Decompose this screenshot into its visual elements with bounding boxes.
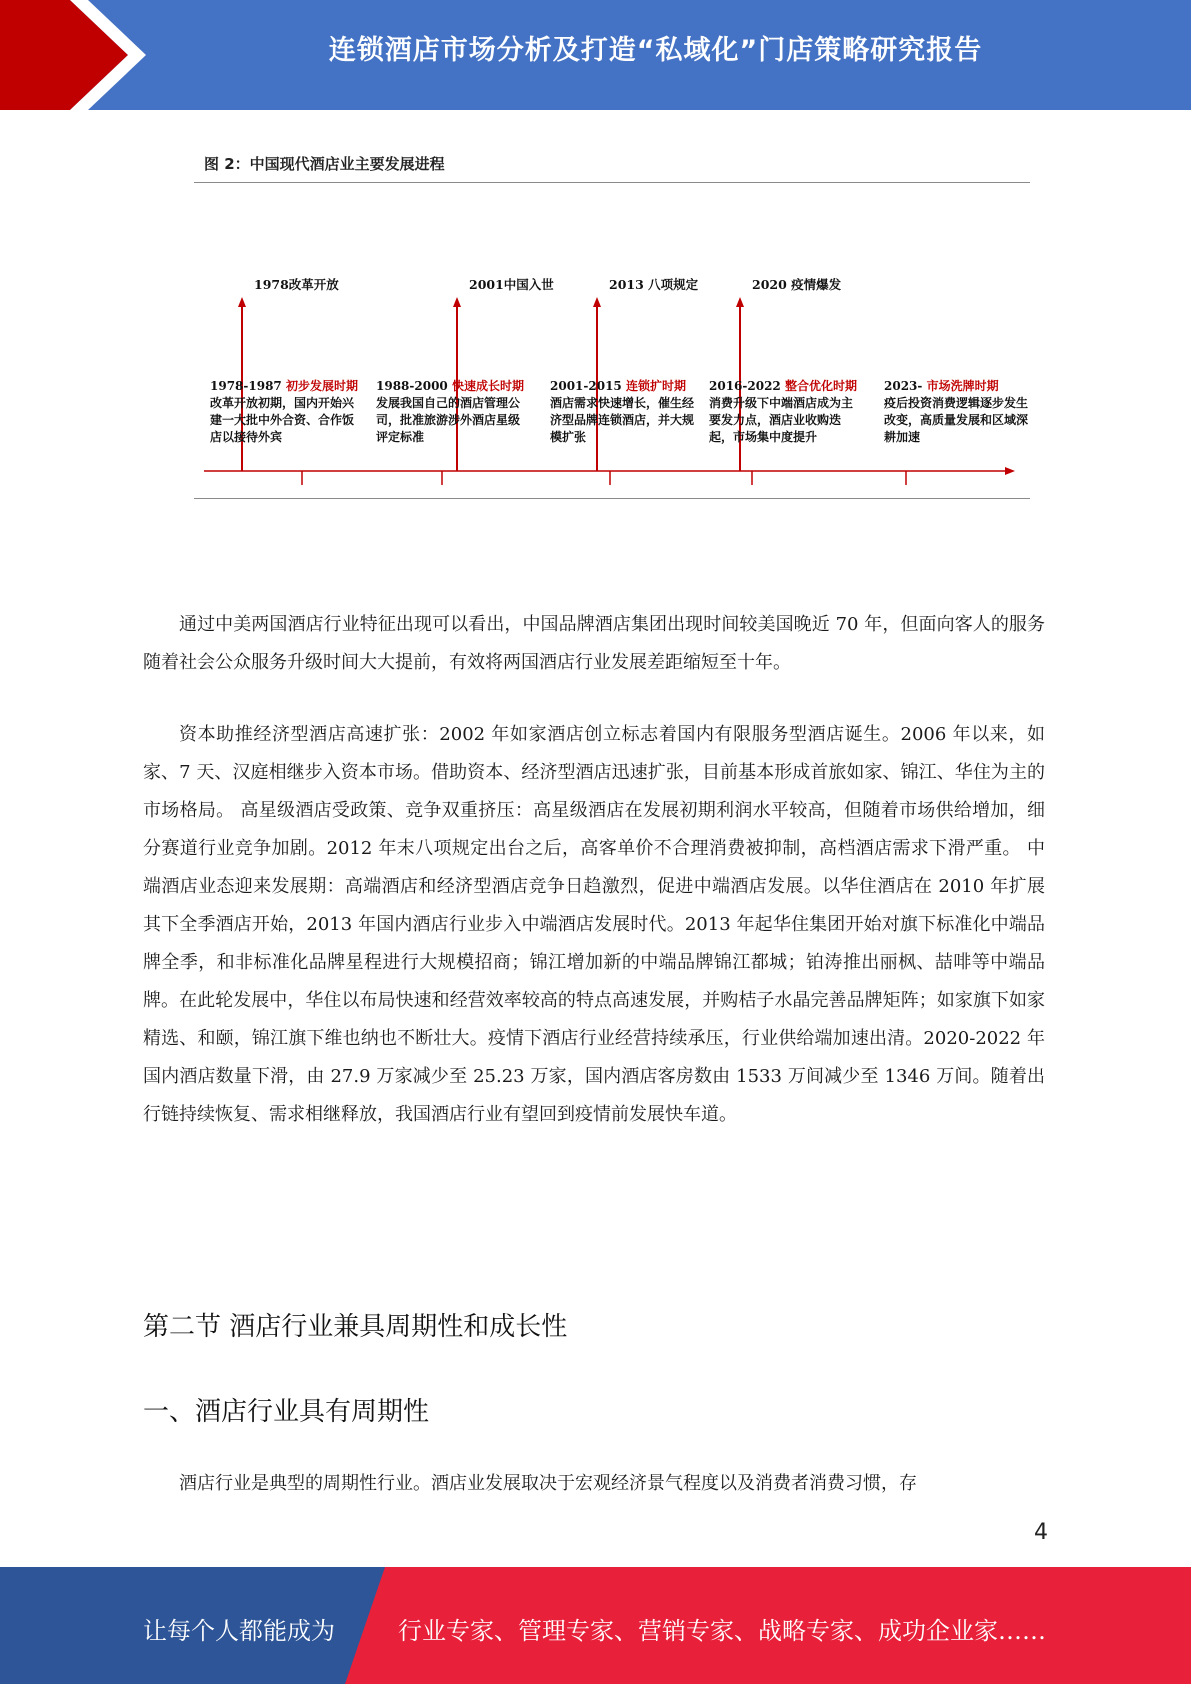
period-title: 连锁扩时期 bbox=[625, 379, 686, 393]
period-description: 酒店需求快速增长，催生经济型品牌连锁酒店，并大规模扩张 bbox=[550, 396, 695, 444]
section-heading: 第二节 酒店行业兼具周期性和成长性 bbox=[143, 1312, 568, 1342]
period-description: 改革开放初期，国内开始兴建一大批中外合资、合作饭店以接待外宾 bbox=[210, 396, 355, 444]
page-number: 4 bbox=[1034, 1520, 1048, 1545]
period-description: 疫后投资消费逻辑逐步发生改变，高质量发展和区域深耕加速 bbox=[884, 396, 1029, 444]
period-years: 2016-2022 bbox=[709, 379, 785, 393]
period-years: 2001-2015 bbox=[550, 379, 626, 393]
figure-top-rule bbox=[194, 182, 1030, 183]
event-arrowhead bbox=[736, 297, 744, 307]
footer-slogan-right: 行业专家、管理专家、营销专家、战略专家、成功企业家…… bbox=[398, 1617, 1046, 1645]
timeline-figure bbox=[190, 145, 1030, 505]
period-block bbox=[550, 378, 700, 446]
period-description: 消费升级下中端酒店成为主要发力点，酒店业收购迭起，市场集中度提升 bbox=[709, 396, 854, 444]
period-description: 发展我国自己的酒店管理公司，批准旅游涉外酒店星级评定标准 bbox=[376, 396, 521, 444]
period-years: 2023- bbox=[884, 379, 927, 393]
figure-bottom-rule bbox=[194, 498, 1030, 499]
period-years: 1978-1987 bbox=[210, 379, 286, 393]
period-title: 市场洗牌时期 bbox=[926, 379, 999, 393]
event-label: 2013 八项规定 bbox=[609, 277, 699, 292]
period-years: 1988-2000 bbox=[376, 379, 452, 393]
figure-caption: 图 2：中国现代酒店业主要发展进程 bbox=[204, 155, 445, 173]
event-label: 2001中国入世 bbox=[469, 277, 554, 292]
period-block bbox=[376, 378, 526, 446]
page-footer bbox=[0, 1567, 1191, 1684]
paragraph-3: 酒店行业是典型的周期性行业。酒店业发展取决于宏观经济景气程度以及消费者消费习惯，存 bbox=[179, 1473, 917, 1494]
event-label: 2020 疫情爆发 bbox=[752, 277, 842, 292]
event-label: 1978改革开放 bbox=[254, 277, 339, 292]
event-arrowhead bbox=[593, 297, 601, 307]
paragraph-1: 通过中美两国酒店行业特征出现可以看出，中国品牌酒店集团出现时间较美国晚近 70 年，但面向客人的服务随着社会公众服务升级时间大大提前，有效将两国酒店行业发展差距缩短至十年。 bbox=[143, 614, 1045, 673]
period-title: 初步发展时期 bbox=[285, 379, 358, 393]
event-arrowhead bbox=[238, 297, 246, 307]
period-block bbox=[210, 378, 360, 446]
footer-slogan-left: 让每个人都能成为 bbox=[143, 1617, 335, 1645]
paragraph-2: 资本助推经济型酒店高速扩张：2002 年如家酒店创立标志着国内有限服务型酒店诞生。2006 年以来，如家、7 天、汉庭相继步入资本市场。借助资本、经济型酒店迅速扩张，目前基本形成首旅如家、锦江、华住为主的市场格局。 高星级酒店受政策、竞争双重挤压：高星级酒店在发展初期利润水平较高，但随着市场供给增加，细分赛道行业竞争加剧。2012 年末八项规定出台之后，高客单价不合理消费被抑制，高档酒店需求下滑严重。 中端酒店业态迎来发展期：高端酒店和经济型酒店竞争日趋激烈，促进中端酒店发展。以华住酒店在 2010 年扩展其下全季酒店开始，2013 年国内酒店行业步入中端酒店发展时代。2013 年起华住集团开始对旗下标准化中端品牌全季，和非标准化品牌星程进行大规模招商；锦江增加新的中端品牌锦江都城；铂涛推出丽枫、喆啡等中端品牌。在此轮发展中，华住以布局快速和经营效率较高的特点高速发展，并购桔子水晶完善品牌矩阵；如家旗下如家精选、和颐，锦江旗下维也纳也不断壮大。疫情下酒店行业经营持续承压，行业供给端加速出清。2020-2022 年国内酒店数量下滑，由 27.9 万家减少至 25.23 万家，国内酒店客房数由 1533 万间减少至 1346 万间。随着出行链持续恢复、需求相继释放，我国酒店行业有望回到疫情前发展快车道。 bbox=[143, 724, 1045, 1125]
period-block bbox=[884, 378, 1034, 446]
period-block bbox=[709, 378, 859, 446]
subsection-heading: 一、酒店行业具有周期性 bbox=[143, 1397, 430, 1427]
page-header bbox=[0, 0, 1191, 110]
report-title: 连锁酒店市场分析及打造“私域化”门店策略研究报告 bbox=[328, 35, 983, 66]
event-arrowhead bbox=[453, 297, 461, 307]
axis-arrowhead bbox=[1005, 467, 1015, 475]
period-title: 快速成长时期 bbox=[451, 379, 524, 393]
header-chevron-icon bbox=[0, 0, 160, 110]
period-title: 整合优化时期 bbox=[784, 379, 857, 393]
